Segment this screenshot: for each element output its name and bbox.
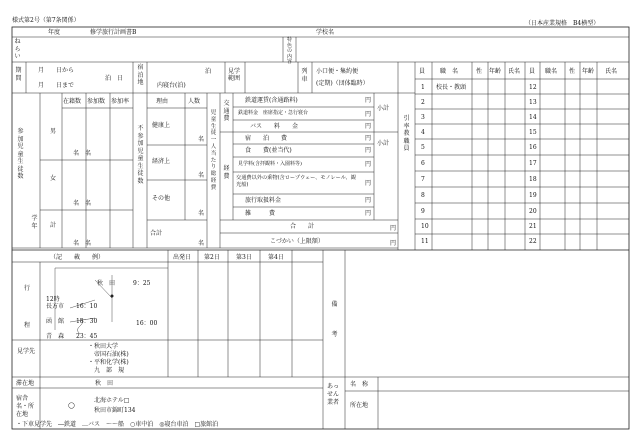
staff-number-left: 5	[421, 144, 425, 151]
staff-number-right: 17	[529, 160, 537, 167]
reason-health-unit: 名	[198, 136, 205, 143]
features-label: 特色の内容	[286, 37, 292, 65]
col-rate: 参加率	[111, 98, 130, 105]
example-label: （記 載 例）	[50, 254, 105, 261]
staff-number-left: 1	[421, 84, 425, 91]
staff-number-left: 10	[421, 223, 429, 230]
inn-name: 北海ホテル□	[94, 397, 130, 404]
staff-number-right: 18	[529, 176, 537, 183]
staff-number-left: 6	[421, 160, 425, 167]
reason-other-unit: 名	[198, 210, 205, 217]
subtotal-2: 小計	[377, 140, 390, 147]
lodging-nights: 泊	[205, 68, 212, 75]
staff-number-right: 21	[529, 223, 537, 230]
subtotal-1: 小計	[377, 105, 390, 112]
period-label: 期間	[15, 67, 22, 82]
male-unit: 名 名	[73, 150, 92, 157]
staff-number-left: 8	[421, 192, 425, 199]
staff-number-left: 2	[421, 99, 425, 106]
day-1-header: 出発日	[173, 254, 192, 261]
visit-item-3: ・平和化学(株)	[88, 359, 129, 366]
sample-akita: 秋 田	[97, 280, 116, 287]
staff-h-sex2: 性	[569, 68, 576, 75]
nonpart-total-unit: 名	[198, 240, 205, 247]
staff-number-left: 9	[421, 208, 425, 215]
cost-unit-food: 円	[365, 147, 372, 154]
agent-address-label: 所在地	[350, 402, 369, 409]
staff-h-title: 職 名	[440, 68, 459, 75]
sample-hakodate: 函 館	[46, 318, 65, 325]
cost-unit-admission: 円	[365, 161, 372, 168]
agent-name-label: 名 称	[350, 381, 369, 388]
cost-item-rail-fee: 鉄道料金 座席指定・急行寝台	[238, 110, 309, 116]
staff-number-right: 14	[529, 114, 537, 121]
nights-days: 泊 日	[105, 75, 124, 82]
remarks-label: 備考	[331, 301, 338, 338]
sample-aomori-time: 23：45	[76, 333, 98, 340]
legend: ・下車見学先 ―鉄道 …バス 〜〜船 ○車中泊 ◎寝台車泊 □旅館泊	[16, 421, 219, 428]
train-type: 小口便・集約便	[316, 68, 359, 75]
reason-economic: 経済上	[152, 158, 171, 165]
day-4-header: 第4日	[268, 254, 284, 261]
allowance-cap-label: こづかい（上限額）	[270, 238, 324, 245]
staff-number-right: 12	[529, 84, 537, 91]
row-total: 計	[50, 222, 57, 229]
school-label: 学校名	[316, 29, 335, 36]
sample-aomori: 青 森	[46, 333, 65, 340]
cost-item-agency: 旅行取扱料金	[245, 197, 282, 204]
sample-mid-time: 16：00	[136, 320, 158, 327]
female-unit: 名 名	[73, 200, 92, 207]
staff-number-right: 16	[529, 144, 537, 151]
staff-number-right: 13	[529, 99, 537, 106]
cost-item-admission: 見学料(含拝観料・入園料等)	[238, 161, 302, 167]
staff-number-left: 3	[421, 114, 425, 121]
cost-unit-rail-fee: 円	[365, 111, 372, 118]
nonparticipants-label: 不参加児童生徒数	[137, 125, 144, 185]
reason-other: その他	[152, 195, 171, 202]
cost-item-misc: 雑 費	[245, 210, 276, 217]
sample-nagaokaji: 長方市	[46, 303, 65, 310]
students-section-label: 参加児童生徒数	[17, 128, 24, 180]
reason-economic-unit: 名	[198, 172, 205, 179]
cost-total-unit: 円	[390, 225, 397, 232]
col-count: 人数	[188, 98, 201, 105]
cost-item-bus: バス 料 金	[250, 123, 299, 130]
sample-akita-time: 9：25	[133, 280, 151, 287]
location-value: 秋 田	[95, 380, 114, 387]
period-to: 月 日まで	[38, 82, 75, 89]
cost-item-food: 食 費(並当代)	[245, 147, 292, 154]
staff-number-right: 22	[529, 238, 537, 245]
col-participants: 参加数	[87, 98, 106, 105]
visit-item-4: 九 部 規	[94, 367, 125, 374]
cost-unit-rail: 円	[365, 97, 372, 104]
trip-label: 行	[24, 285, 31, 292]
staff-h-title2: 職名	[545, 68, 558, 75]
lodging-breakdown: 内寝台(泊)	[157, 82, 186, 89]
staff-number-right: 20	[529, 208, 537, 215]
inn-address: 秋田市錦町134	[94, 407, 136, 414]
col-enrolled: 在籍数	[63, 98, 82, 105]
total-unit: 名 名	[73, 240, 92, 247]
staff-h-age2: 年齢	[582, 68, 595, 75]
train-regular: (定期)（団体臨時）	[316, 80, 369, 87]
cost-unit-other-vehicles: 円	[365, 180, 372, 187]
train-label: 列車	[301, 68, 308, 83]
agent-label: あっせん業者	[327, 383, 340, 406]
staff-h-age: 年齢	[489, 68, 502, 75]
sightseeing-range: 見学範囲	[228, 68, 241, 82]
misc-cost-label: 経費	[223, 165, 230, 180]
sample-hakodate-time: 18：30	[76, 318, 98, 325]
year-label: 年度	[48, 29, 61, 36]
sample-nagaokaji-time: 16：10	[76, 303, 98, 310]
cost-unit-agency: 円	[365, 197, 372, 204]
form-id: 様式第2号（第7条関係）	[12, 17, 80, 24]
standard-note: （日本産業規格 B4横型）	[525, 20, 600, 27]
cost-total-label: 合 計	[290, 223, 315, 230]
staff-number-left: 7	[421, 176, 425, 183]
staff-h-sex: 性	[476, 68, 483, 75]
aim-label: ねらい	[14, 38, 21, 60]
cost-unit-lodging: 円	[365, 135, 372, 142]
day-2-header: 第2日	[204, 254, 220, 261]
day-3-header: 第3日	[236, 254, 252, 261]
cost-item-other-vehicles: 交通費以外の乗物(含ロープウェー、モノレール、観光船)	[236, 175, 356, 188]
grade-label: 学年	[31, 215, 38, 230]
course-label: 程	[24, 322, 31, 329]
period-from: 月 日から	[38, 67, 75, 74]
nonpart-total-label: 合計	[150, 230, 163, 237]
visit-label: 見学先	[17, 348, 36, 355]
staff-number-right: 19	[529, 192, 537, 199]
cost-item-rail: 鉄道運賃(含通路料)	[245, 97, 298, 104]
staff-number-left: 11	[421, 238, 429, 245]
cost-item-lodging: 宿 泊 費	[245, 135, 288, 142]
visit-item-2: 帝国石油(株)	[94, 351, 129, 358]
staff-number-right: 15	[529, 129, 537, 136]
reason-health: 健康上	[152, 122, 171, 129]
staff-h-name: 氏名	[508, 68, 521, 75]
row-female: 女	[50, 175, 57, 182]
allowance-cap-unit: 円	[390, 240, 397, 247]
col-reason: 理由	[156, 98, 169, 105]
lodging-label: 宿泊地	[137, 64, 144, 86]
staff-h-name2: 氏名	[605, 68, 618, 75]
staff-h-no2: 員	[529, 68, 536, 75]
transport-label: 交通費	[223, 100, 230, 122]
sample-time-12: 12時	[46, 296, 60, 303]
plan-title: 修学旅行計画書B	[90, 29, 137, 36]
staff-number-left: 4	[421, 129, 425, 136]
row-male: 男	[50, 128, 57, 135]
leader-label: 引率教職員	[403, 115, 410, 152]
inn-marker: ◯	[68, 402, 75, 409]
location-label: 滞在地	[16, 380, 35, 387]
cost-unit-misc: 円	[365, 210, 372, 217]
staff-first-title: 校長・教頭	[436, 84, 467, 91]
visit-item-1: ・秋田大学	[88, 343, 119, 350]
inn-label: 宿舎名・所在地	[16, 395, 35, 418]
cost-unit-bus: 円	[365, 123, 372, 130]
per-person-label: 児童生徒一人当たり総経費	[210, 110, 217, 191]
staff-h-no: 員	[419, 68, 426, 75]
